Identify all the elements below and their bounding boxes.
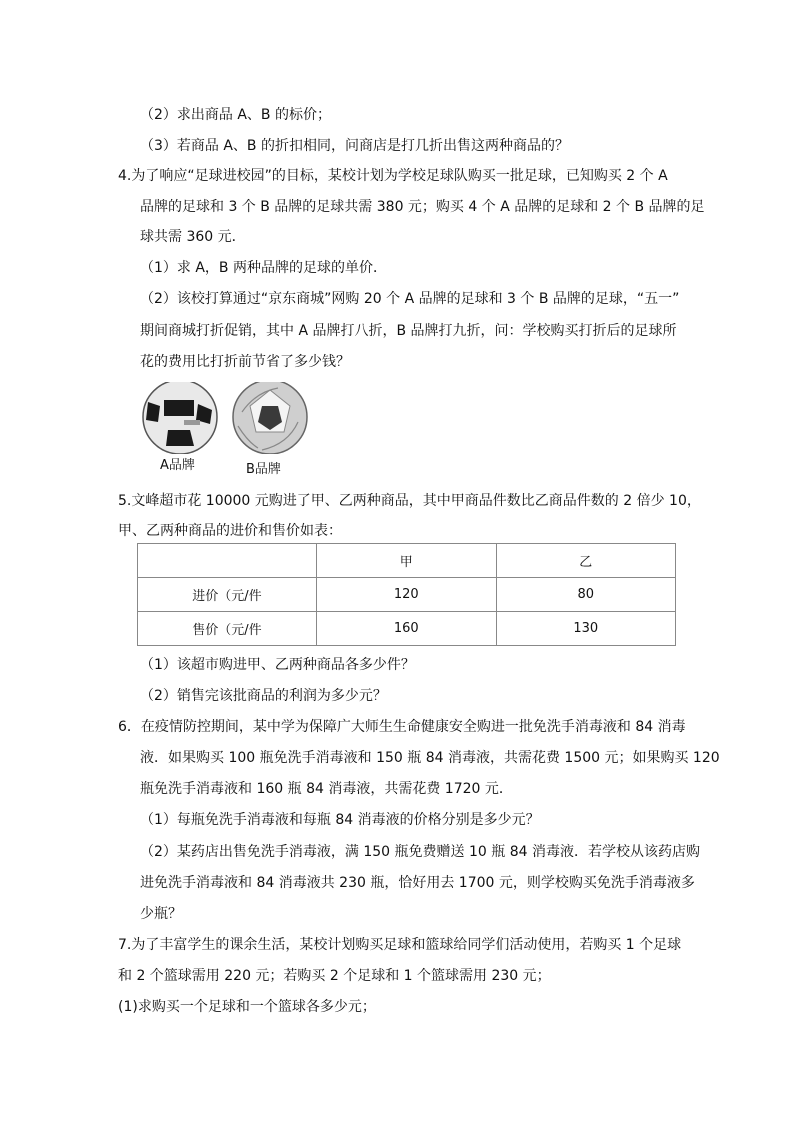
table-cell: 乙 (496, 544, 676, 578)
text-line: 和 2 个篮球需用 220 元；若购买 2 个足球和 1 个篮球需用 230 元； (118, 968, 551, 984)
text-line: （1）求 A，B 两种品牌的足球的单价． (140, 260, 387, 276)
football-images (138, 382, 318, 454)
text-line: 瓶免洗手消毒液和 160 瓶 84 消毒液，共需花费 1720 元． (140, 781, 513, 797)
text-line: （1）该超市购进甲、乙两种商品各多少件？ (140, 657, 415, 673)
text-line: 花的费用比打折前节省了多少钱？ (140, 354, 350, 370)
text-line: （2）求出商品 A、B 的标价； (140, 107, 331, 123)
text-line: 期间商城打折促销，其中 A 品牌打八折，B 品牌打九折，问：学校购买打折后的足球所 (140, 323, 677, 339)
table-cell: 120 (317, 578, 497, 612)
text-line: 进免洗手消毒液和 84 消毒液共 230 瓶，恰好用去 1700 元，则学校购买免洗手消毒液多 (140, 875, 695, 891)
text-line: （2）销售完该批商品的利润为多少元？ (140, 688, 387, 704)
brand-b-label: B品牌 (246, 462, 281, 477)
text-line: （2）该校打算通过“京东商城”网购 20 个 A 品牌的足球和 3 个 B 品牌的足球，“五一” (140, 291, 680, 307)
table-cell: 售价（元/件 (138, 612, 317, 646)
table-cell: 160 (317, 612, 497, 646)
table-cell (138, 544, 317, 578)
price-table (137, 543, 676, 646)
table-row (138, 612, 676, 646)
table-cell: 130 (496, 612, 676, 646)
text-line: 液．如果购买 100 瓶免洗手消毒液和 150 瓶 84 消毒液，共需花费 1500 元；如果购买 120 (140, 750, 720, 766)
question-5-line: 5.文峰超市花 10000 元购进了甲、乙两种商品，其中甲商品件数比乙商品件数的 2 倍少 10， (118, 493, 701, 509)
table-cell: 进价（元/件 (138, 578, 317, 612)
text-line: （3）若商品 A、B 的折扣相同，问商店是打几折出售这两种商品的？ (140, 138, 569, 154)
text-line: 少瓶？ (140, 906, 182, 922)
question-4-line: 4.为了响应“足球进校园”的目标，某校计划为学校足球队购买一批足球，已知购买 2 个 A (118, 168, 668, 184)
table-header-row (138, 544, 676, 578)
text-line: 品牌的足球和 3 个 B 品牌的足球共需 380 元；购买 4 个 A 品牌的足球和 2 个 B 品牌的足 (140, 199, 705, 215)
ball-b-image (233, 382, 307, 454)
football-figure (138, 382, 318, 482)
ball-a-image (143, 382, 217, 454)
text-line: （1）每瓶免洗手消毒液和每瓶 84 消毒液的价格分别是多少元？ (140, 812, 540, 828)
text-line: （2）某药店出售免洗手消毒液，满 150 瓶免费赠送 10 瓶 84 消毒液．若学校从该药店购 (140, 844, 700, 860)
table-cell: 80 (496, 578, 676, 612)
question-6-line: 6．在疫情防控期间，某中学为保障广大师生生命健康安全购进一批免洗手消毒液和 84 消毒 (118, 719, 686, 735)
table-row (138, 578, 676, 612)
text-line: (1)求购买一个足球和一个篮球各多少元； (118, 999, 376, 1015)
table-cell: 甲 (317, 544, 497, 578)
text-line: 球共需 360 元． (140, 229, 246, 245)
text-line: 甲、乙两种商品的进价和售价如表： (118, 523, 342, 539)
brand-a-label: A品牌 (160, 458, 195, 473)
question-7-line: 7.为了丰富学生的课余生活，某校计划购买足球和篮球给同学们活动使用，若购买 1 个足球 (118, 937, 682, 953)
